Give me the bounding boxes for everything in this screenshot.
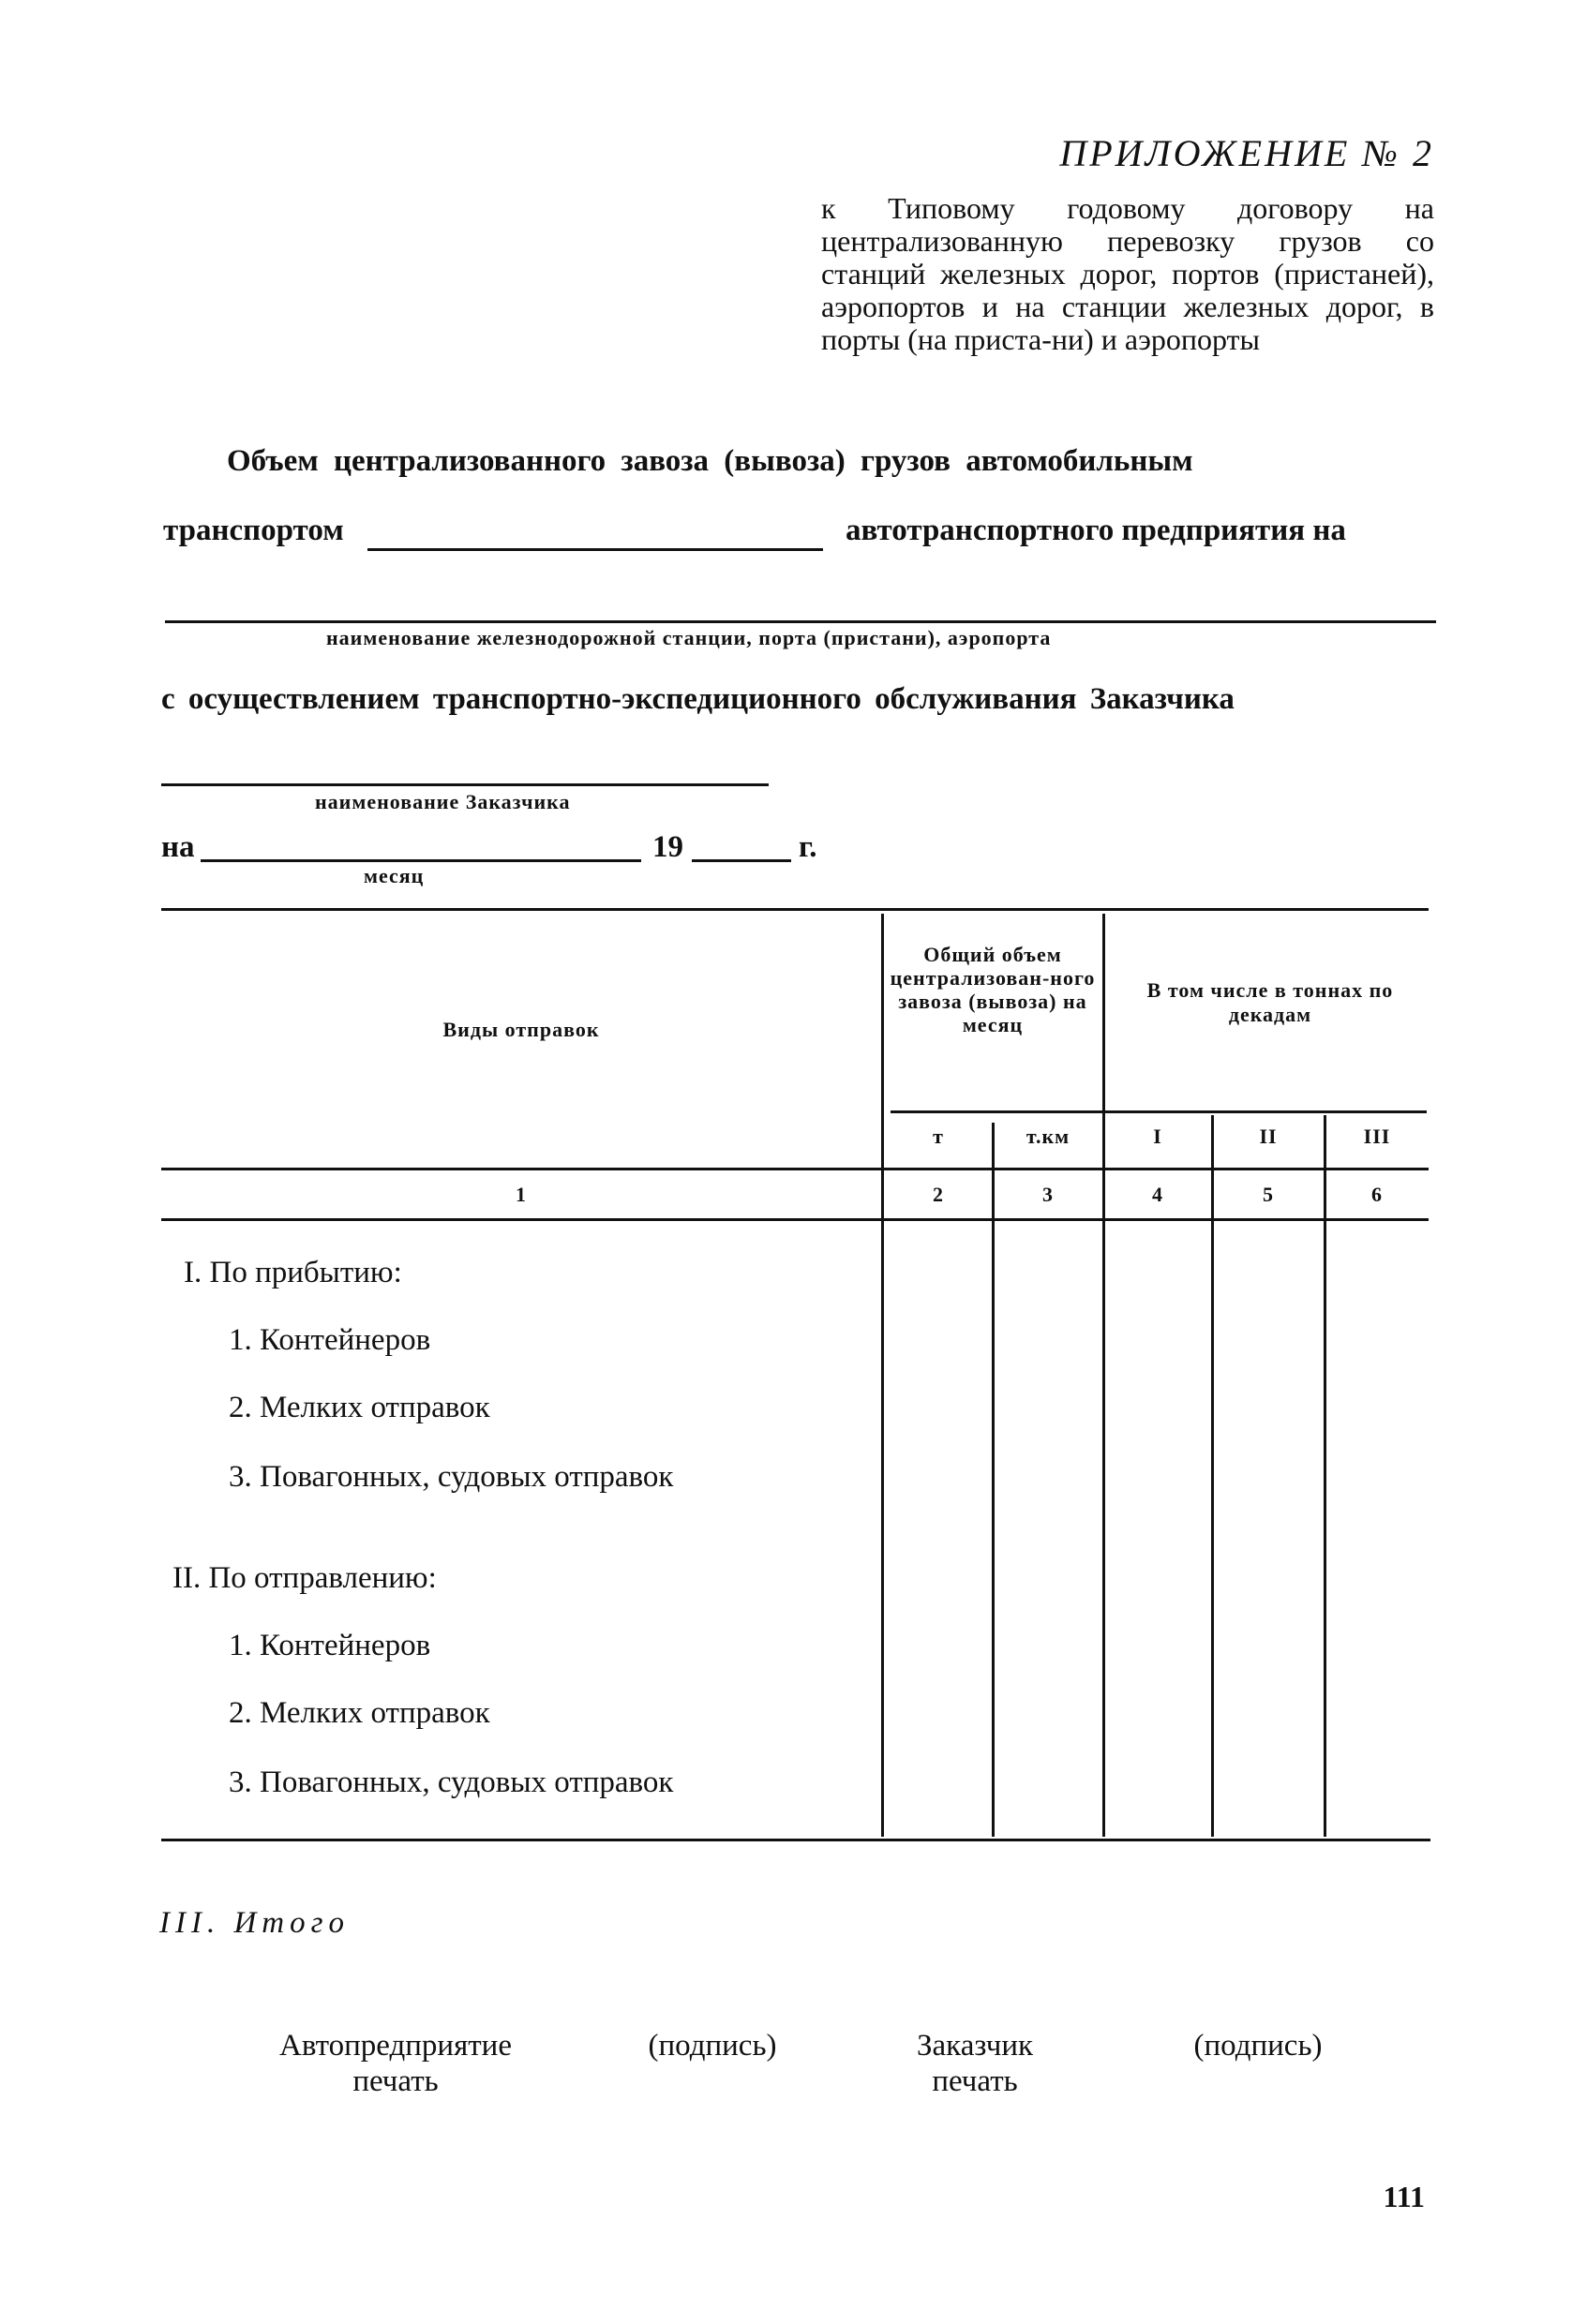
month-caption: месяц [364,864,425,887]
page-number: 111 [1383,2180,1425,2213]
subheader-decade-2: II [1259,1125,1278,1148]
transport-blank-line [367,548,823,551]
signature-customer [872,2028,1078,2099]
enterprise-signature: (подпись) [648,2029,777,2063]
col-number-1: 1 [516,1183,527,1206]
col-number-4: 4 [1152,1183,1163,1206]
enterprise-stamp: печать [352,2064,439,2098]
form-heading-enterprise: автотранспортного предприятия на [846,514,1346,547]
arrival-item-1: 1. Контейнеров [229,1323,431,1357]
year-prefix: 19 [652,830,683,864]
col-number-6: 6 [1371,1183,1383,1206]
col-divider-4 [1211,1115,1214,1837]
date-prefix: на [161,830,195,864]
departure-item-3: 3. Повагонных, судовых отправок [229,1765,674,1799]
col-divider-3 [1102,914,1105,1837]
subheader-line [891,1110,1427,1113]
arrival-item-3: 3. Повагонных, судовых отправок [229,1460,674,1494]
col-number-5: 5 [1263,1183,1274,1206]
header-decades: В том числе в тоннах по декадам [1146,978,1394,1026]
form-heading-line1: Объем централизованного завоза (вывоза) грузов автомобильным [227,444,1193,478]
header-bottom-line [161,1168,1429,1170]
col-divider-2 [992,1123,995,1837]
year-suffix: г. [799,830,817,864]
year-blank-line [692,859,791,862]
station-caption: наименование железнодорожной станции, порта (пристани), аэропорта [326,626,1052,649]
appendix-title: ПРИЛОЖЕНИЕ № 2 [1059,132,1434,174]
total-label: III. Итого [159,1906,351,1940]
col-number-2: 2 [933,1183,944,1206]
customer-title: Заказчик [916,2029,1034,2063]
numbers-bottom-line [161,1218,1429,1221]
col-divider-1 [881,914,884,1837]
subheader-decade-3: III [1363,1125,1391,1148]
subheader-tkm: т.км [1026,1125,1070,1148]
section-departure: II. По отправлению: [172,1561,437,1595]
arrival-item-2: 2. Мелких отправок [229,1391,490,1424]
form-heading-transport: транспортом [163,514,344,547]
customer-signature: (подпись) [1193,2029,1323,2063]
month-blank-line [201,859,641,862]
customer-caption: наименование Заказчика [315,790,571,813]
signature-enterprise [246,2028,546,2099]
form-heading-line3: с осуществлением транспортно-экспедиционного обслуживания Заказчика [161,682,1235,716]
station-blank-line [165,620,1436,623]
col-divider-5 [1324,1115,1326,1837]
subheader-t: т [933,1125,944,1148]
header-total: Общий объем централизован-ного завоза (вывоза) на месяц [890,943,1096,1036]
table-bottom-line [161,1839,1430,1841]
section-arrival: I. По прибытию: [184,1256,402,1289]
customer-stamp: печать [932,2064,1018,2098]
header-types: Виды отправок [442,1018,600,1041]
table-top-line [161,908,1429,911]
appendix-text: к Типовому годовому договору на централизованную перевозку грузов со станций железных дорог, портов (пристаней), аэропортов и на станции железных дорог, в порты (на приста-ни) и аэропорты [821,191,1434,356]
departure-item-2: 2. Мелких отправок [229,1696,490,1730]
col-number-3: 3 [1042,1183,1054,1206]
departure-item-1: 1. Контейнеров [229,1629,431,1662]
customer-blank-line [161,783,769,786]
enterprise-title: Автопредприятие [279,2029,512,2063]
subheader-decade-1: I [1153,1125,1162,1148]
